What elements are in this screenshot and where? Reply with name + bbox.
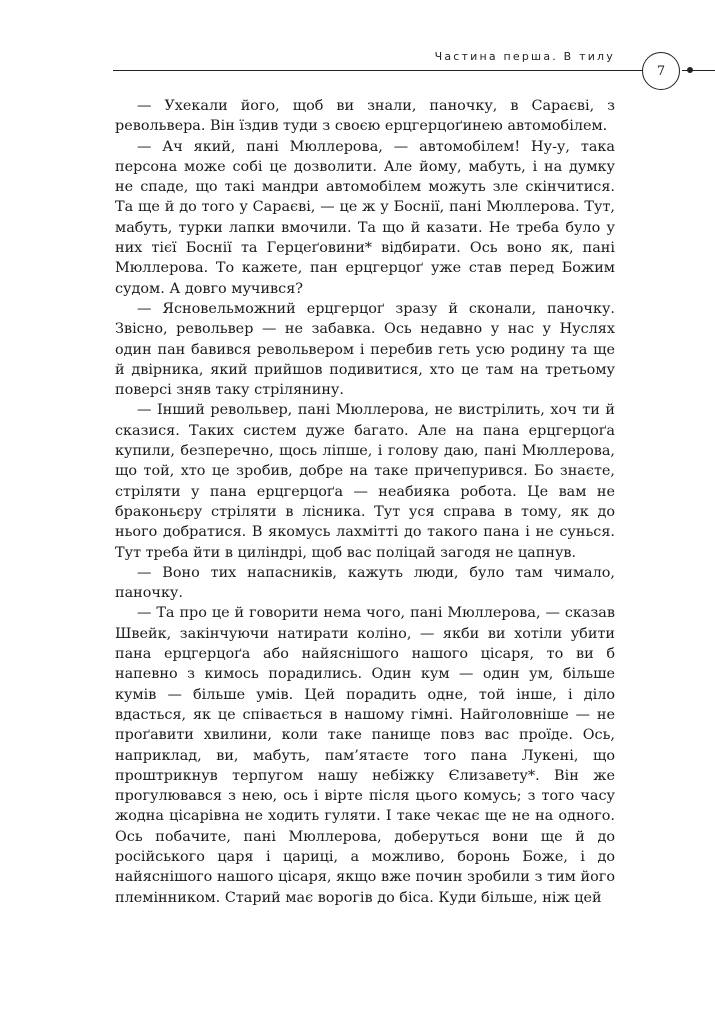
page-number: 7 bbox=[656, 63, 666, 79]
running-header: Частина перша. В тилу bbox=[434, 50, 615, 63]
header-dot bbox=[687, 67, 693, 73]
paragraph: — Ухекали його, щоб ви знали, паночку, в Сараєві, з револьвера. Він їздив туди з своєю ерцгерцоґинею автомобілем. bbox=[115, 98, 615, 135]
paragraph: — Інший револьвер, пані Мюллерова, не вистрілить, хоч ти й сказися. Таких систем дуже багато. Але на пана ерцгерцоґа купили, безперечно, щось ліпше, і голову даю, пані Мюллерова, що той, хто це зробив, добре на таке причепурився. Бо знаєте, стріляти у пана ерцгерцоґа — неабияка робота. Це вам не браконьєру стріляти в лісника. Тут уся справа в тому, як до нього добратися. В якомусь лахмітті до такого пана і не сунься. Тут треба йти в циліндрі, щоб вас поліцай загодя не цапнув. bbox=[115, 402, 615, 561]
paragraph: — Ясновельможний ерцгерцоґ зразу й сконали, паночку. Звісно, револьвер — не забавка. Ось недавно у нас у Нуслях один пан бавився револьвером і перебив геть усю родину та ще й двірника, який прийшов подивитися, хто це там на третьому поверсі зняв таку стрілянину. bbox=[115, 300, 615, 399]
paragraph: — Та про це й говорити нема чого, пані Мюллерова, — сказав Швейк, закінчуючи натирати коліно, — якби ви хотіли убити пана ерцгерцоґа або найяснішого нашого цісаря, то ви б напевно з кимось порадились. Один кум — один ум, більше кумів — більше умів. Цей порадить одне, той інше, і діло вдасться, як це співається в нашому гімні. Найголовніше — не проґавити хвилини, коли таке панище повз вас проїде. Ось, наприклад, ви, мабуть, пам’ятаєте того пана Лукені, що проштрикнув терпугом нашу небіжку Єлизавету*. Він же прогулювався з нею, ось і вірте після цього комусь; з того часу жодна цісарівна не ходить гуляти. І таке чекає ще не на одного. Ось побачите, пані Мюллерова, доберуться вони ще й до російського царя і цариці, а можливо, боронь Боже, і до найяснішого нашого цісаря, якщо вже почин зробили з тим його племінником. Старий має ворогів до біса. Куди більше, ніж цей bbox=[115, 605, 615, 906]
paragraph: — Воно тих напасників, кажуть люди, було там чимало, паночку. bbox=[115, 564, 615, 602]
page-number-circle bbox=[642, 52, 680, 90]
body-text bbox=[115, 96, 615, 908]
paragraph: — Ач який, пані Мюллерова, — автомобілем! Ну-у, така персона може собі це дозволити. Але йому, мабуть, і на думку не спаде, що такі мандри автомобілем можуть зле скінчитися. Та ще й до того у Сараєві, — це ж у Боснії, пані Мюллерова. Тут, мабуть, турки лапки вмочили. Та що й казати. Не треба було у них тієї Боснії та Герцеґовини* відбирати. Ось воно як, пані Мюллерова. То кажете, пан ерцгерцоґ уже став перед Божим судом. А довго мучився? bbox=[115, 138, 615, 297]
header-rule bbox=[113, 70, 643, 71]
